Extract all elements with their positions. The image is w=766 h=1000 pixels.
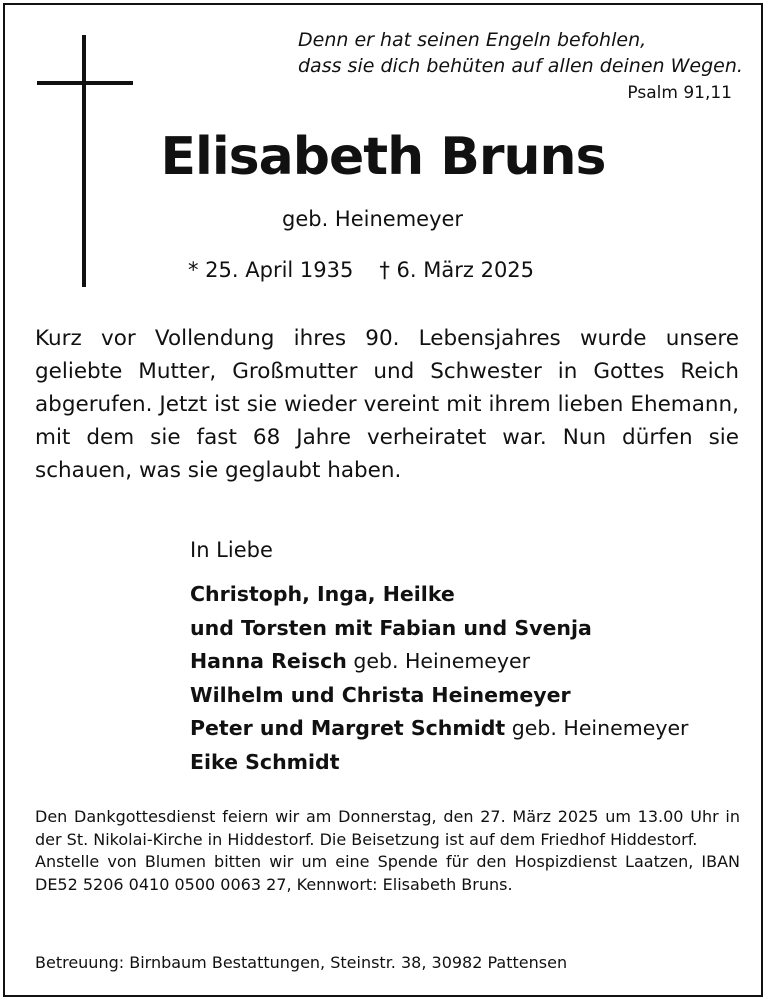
mourner-line: und Torsten mit Fabian und Svenja <box>190 615 592 640</box>
mourner-name: Hanna Reisch <box>190 649 347 674</box>
ceremony-info: Den Dankgottesdienst feiern wir am Donnerstag, den 27. März 2025 um 13.00 Uhr in der St. Nikolai-Kirche in Hiddestorf. Die Beisetzung ist auf dem Friedhof Hiddestorf. <box>35 807 740 849</box>
mourner-suffix: geb. Heinemeyer <box>346 649 531 674</box>
mourner-line <box>190 645 689 679</box>
mourner-line: Wilhelm und Christa Heinemeyer <box>190 682 571 707</box>
mourners-intro: In Liebe <box>190 538 273 562</box>
mourner-line <box>190 712 689 746</box>
obituary-message: Kurz vor Vollendung ihres 90. Lebensjahres wurde unsere geliebte Mutter, Großmutter und Schwester in Gottes Reich abgerufen. Jetzt ist sie wieder vereint mit ihrem lieben Ehemann, mit dem sie fast 68 Jahre verheiratet war. Nun dürfen sie schauen, was sie geglaubt haben. <box>35 326 739 483</box>
mourner-line: Christoph, Inga, Heilke <box>190 582 455 606</box>
service-info <box>35 806 740 896</box>
undertaker-info: Betreuung: Birnbaum Bestattungen, Steinstr. 38, 30982 Pattensen <box>35 953 568 972</box>
verse-reference: Psalm 91,11 <box>627 83 732 103</box>
life-dates <box>188 255 534 285</box>
mourner-name: Peter und Margret Schmidt <box>190 716 506 741</box>
cross-icon-horizontal <box>37 81 133 85</box>
mourner-line: Eike Schmidt <box>190 749 340 774</box>
maiden-name: geb. Heinemeyer <box>282 207 464 231</box>
verse-line-1: Denn er hat seinen Engeln befohlen, <box>298 29 647 51</box>
bible-verse <box>298 27 743 79</box>
mourners-list <box>190 578 689 780</box>
mourner-suffix: geb. Heinemeyer <box>505 716 689 741</box>
death-date: † 6. März 2025 <box>379 258 535 282</box>
deceased-name: Elisabeth Bruns <box>160 127 606 187</box>
donation-info: Anstelle von Blumen bitten wir um eine Spende für den Hospizdienst Laatzen, IBAN DE52 5206 0410 0500 0063 27, Kennwort: Elisabeth Bruns. <box>35 852 740 894</box>
birth-date: * 25. April 1935 <box>188 258 354 282</box>
verse-line-2: dass sie dich behüten auf allen deinen Wegen. <box>298 55 743 77</box>
